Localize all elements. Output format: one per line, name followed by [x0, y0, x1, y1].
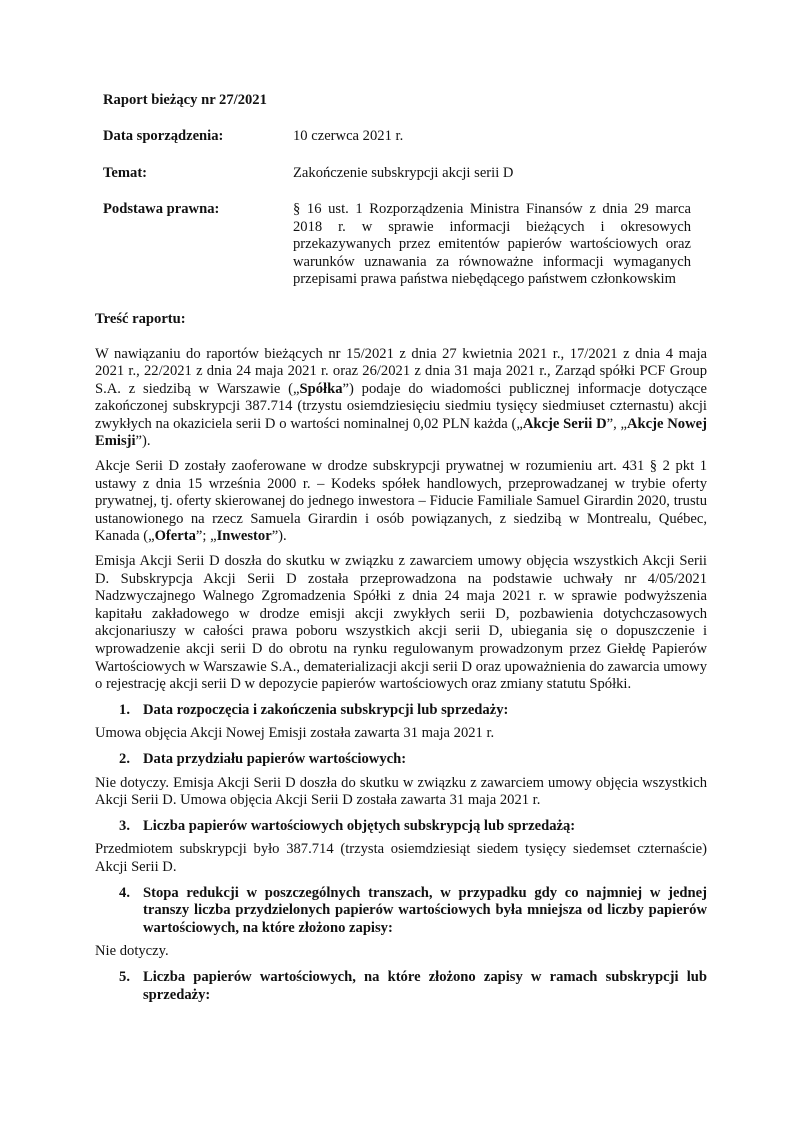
- item-number: 4.: [119, 884, 130, 901]
- list-item-5: [95, 969, 707, 1004]
- paragraph-offer: [95, 458, 707, 546]
- meta-row-subject: [95, 165, 707, 183]
- meta-row-legal-basis: [95, 201, 707, 289]
- item-answer-1: Umowa objęcia Akcji Nowej Emisji została zawarta 31 maja 2021 r.: [95, 725, 495, 742]
- list-item-3: [95, 818, 707, 836]
- text: ”).: [271, 528, 287, 545]
- text: W nawiązaniu do raportów bieżących nr 15/2021 z dnia 27 kwietnia 2021 r., 17/2021 z dnia 4 maja 2021 r., 22/2021 z dnia 24 maja 2021 r. oraz 26/2021 z dnia 31 maja 2021 r., Zarząd spółki PCF Group S.A. z siedzibą w Warszawie („: [95, 345, 707, 397]
- item-number: 5.: [119, 968, 130, 985]
- meta-value-date: 10 czerwca 2021 r.: [293, 128, 404, 144]
- paragraph-intro: [95, 346, 707, 452]
- meta-label-date: Data sporządzenia:: [103, 128, 224, 144]
- list-item-2: [95, 751, 707, 769]
- item-answer-2: Nie dotyczy. Emisja Akcji Serii D doszła do skutku w związku z zawarciem umowy objęcia wszystkich Akcji Serii D. Umowa objęcia Akcji Serii D została zawarta 31 maja 2021 r.: [95, 774, 707, 809]
- defined-term-series-d: Akcje Serii D: [522, 415, 607, 432]
- item-heading: Data przydziału papierów wartościowych:: [143, 750, 407, 767]
- text: ”) podaje do wiadomości publicznej informacje dotyczące zakończonej subskrypcji 387.714 (trzystu osiemdziesięciu siedmiu tysięcy siedmiuset czternastu) akcji zwykłych na okaziciela serii D o wartości nominalnej 0,02 PLN każda („: [95, 380, 707, 432]
- text: ”).: [135, 433, 151, 450]
- report-title: Raport bieżący nr 27/2021: [103, 92, 267, 108]
- item-answer-4: Nie dotyczy.: [95, 943, 169, 960]
- defined-term-company: Spółka: [299, 380, 343, 397]
- report-page: [95, 92, 707, 1004]
- list-item-4: [95, 885, 707, 938]
- defined-term-offer: Oferta: [154, 528, 196, 545]
- item-number: 1.: [119, 701, 130, 718]
- text: Akcje Serii D zostały zaoferowane w drodze subskrypcji prywatnej w rozumieniu art. 431 § 2 pkt 1 ustawy z dnia 15 września 2000 r. – Kodeks spółek handlowych, przeprowadzanej w trybie oferty prywatnej, tj. oferty skierowanej do jednego inwestora – Fiducie Familiale Samuel Girardin 2020, trustu ustanowionego na rzecz Samuela Girardin i osób powiązanych, z siedzibą w Montrealu, Québec, Kanada („: [95, 458, 707, 545]
- item-number: 3.: [119, 817, 130, 834]
- meta-value-legal-basis: § 16 ust. 1 Rozporządzenia Ministra Finansów z dnia 29 marca 2018 r. w sprawie informacji bieżących i okresowych przekazywanych przez emitentów papierów wartościowych oraz warunków uznawania za równoważne informacji wymaganych przepisami prawa państwa niebędącego państwem członkowskim: [293, 201, 691, 287]
- meta-row-date: [95, 128, 707, 146]
- meta-value-subject: Zakończenie subskrypcji akcji serii D: [293, 164, 514, 181]
- meta-label-subject: Temat:: [103, 164, 148, 181]
- item-number: 2.: [119, 750, 130, 767]
- meta-label-legal-basis: Podstawa prawna:: [103, 201, 220, 217]
- item-heading: Stopa redukcji w poszczególnych transzach, w przypadku gdy co najmniej w jednej transzy liczba przydzielonych papierów wartościowych była mniejsza od liczby papierów wartościowych, na które złożono zapisy:: [143, 884, 707, 936]
- item-heading: Data rozpoczęcia i zakończenia subskrypcji lub sprzedaży:: [143, 701, 509, 718]
- item-heading: Liczba papierów wartościowych, na które złożono zapisy w ramach subskrypcji lub sprzedaży:: [143, 968, 707, 1003]
- defined-term-new-issue: Akcje Nowej Emisji: [95, 415, 707, 450]
- content-heading: Treść raportu:: [95, 310, 186, 327]
- paragraph-issue: Emisja Akcji Serii D doszła do skutku w związku z zawarciem umowy objęcia wszystkich Akcji Serii D. Subskrypcja Akcji Serii D została przeprowadzona na podstawie uchwały nr 4/05/2021 Nadzwyczajnego Walnego Zgromadzenia Spółki z dnia 24 maja 2021 r. w sprawie podwyższenia kapitału zakładowego w drodze emisji akcji zwykłych serii D, pozbawienia dotychczasowych akcjonariuszy w całości prawa poboru wszystkich akcji serii D, ubiegania się o dopuszczenie i wprowadzenie akcji serii D do obrotu na rynku regulowanym prowadzonym przez Giełdę Papierów Wartościowych w Warszawie S.A., dematerializacji akcji serii D oraz upoważnienia do zawarcia umowy o rejestrację akcji serii D w depozycie papierów wartościowych oraz zmiany statutu Spółki.: [95, 553, 707, 693]
- item-answer-3: Przedmiotem subskrypcji było 387.714 (trzysta osiemdziesiąt siedem tysięcy siedemset czternaście) Akcji Serii D.: [95, 841, 707, 875]
- item-heading: Liczba papierów wartościowych objętych subskrypcją lub sprzedażą:: [143, 817, 576, 834]
- text: ”; „: [195, 528, 217, 545]
- list-item-1: [95, 702, 707, 720]
- text: ”, „: [606, 415, 627, 432]
- defined-term-investor: Inwestor: [216, 528, 272, 545]
